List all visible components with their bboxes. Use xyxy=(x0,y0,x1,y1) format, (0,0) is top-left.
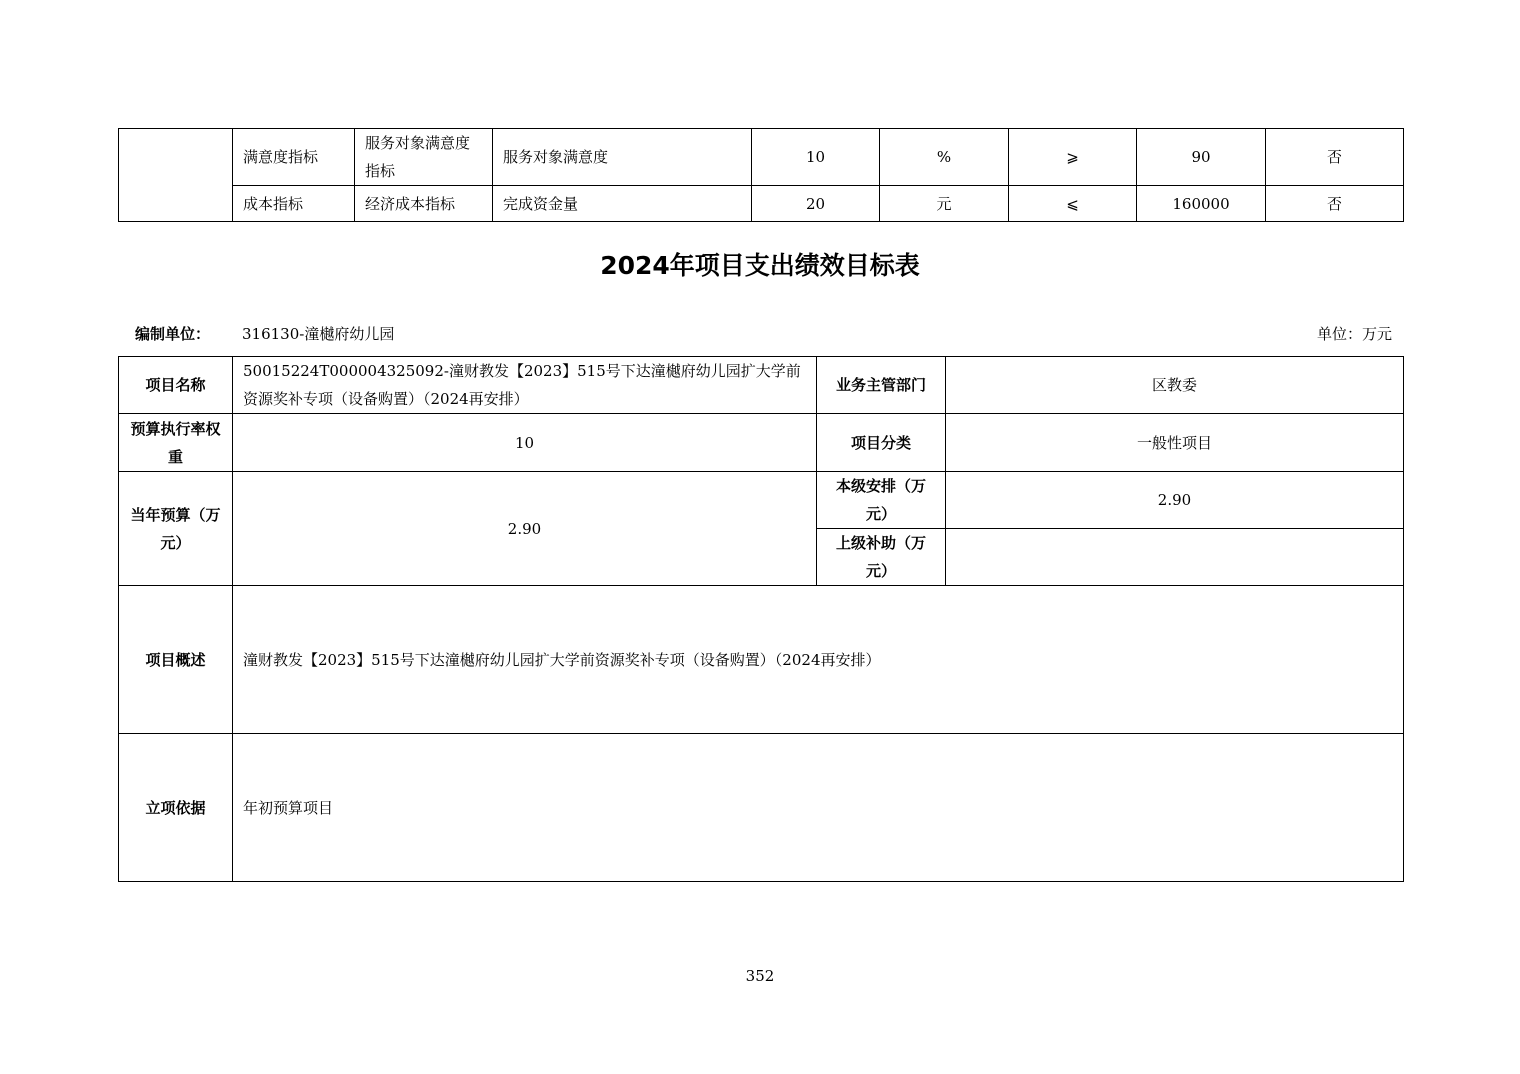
weight-cell: 20 xyxy=(752,186,880,222)
exec-weight-label: 预算执行率权重 xyxy=(119,414,233,472)
page-number: 352 xyxy=(745,967,775,985)
indicator-name-cell: 服务对象满意度 xyxy=(493,129,752,186)
category-label: 项目分类 xyxy=(817,414,946,472)
org-label: 编制单位： xyxy=(135,325,211,343)
unit-label: 单位：万元 xyxy=(1316,325,1392,343)
level2-indicator-cell: 满意度指标 xyxy=(233,129,355,186)
table-row xyxy=(119,186,1404,222)
local-funding-value: 2.90 xyxy=(946,472,1404,529)
page-title: 2024年项目支出绩效目标表 xyxy=(600,251,920,280)
indicator-name-cell: 完成资金量 xyxy=(493,186,752,222)
operator-cell: ⩽ xyxy=(1009,186,1137,222)
level1-indicator-cell xyxy=(119,129,233,222)
table-row xyxy=(119,734,1404,882)
department-value: 区教委 xyxy=(946,357,1404,414)
unit-cell: % xyxy=(880,129,1009,186)
budget-label: 当年预算（万元） xyxy=(119,472,233,586)
org-value: 316130-潼樾府幼儿园 xyxy=(242,325,395,343)
unit-cell: 元 xyxy=(880,186,1009,222)
upper-funding-value xyxy=(946,529,1404,586)
table-row xyxy=(119,586,1404,734)
target-value-cell: 160000 xyxy=(1137,186,1266,222)
weight-cell: 10 xyxy=(752,129,880,186)
core-indicator-cell: 否 xyxy=(1266,129,1404,186)
table-row xyxy=(119,472,1404,529)
operator-cell: ⩾ xyxy=(1009,129,1137,186)
upper-funding-label: 上级补助（万元） xyxy=(817,529,946,586)
overview-value: 潼财教发【2023】515号下达潼樾府幼儿园扩大学前资源奖补专项（设备购置）（2024再安排） xyxy=(233,586,1404,734)
level3-indicator-cell: 经济成本指标 xyxy=(355,186,493,222)
table-row xyxy=(119,129,1404,186)
level2-indicator-cell: 成本指标 xyxy=(233,186,355,222)
exec-weight-value: 10 xyxy=(233,414,817,472)
overview-label: 项目概述 xyxy=(119,586,233,734)
project-name-value: 50015224T000004325092-潼财教发【2023】515号下达潼樾府幼儿园扩大学前资源奖补专项（设备购置）（2024再安排） xyxy=(233,357,817,414)
table-row xyxy=(119,357,1404,414)
performance-indicator-table xyxy=(118,128,1404,222)
core-indicator-cell: 否 xyxy=(1266,186,1404,222)
table-row xyxy=(119,414,1404,472)
budget-value: 2.90 xyxy=(233,472,817,586)
category-value: 一般性项目 xyxy=(946,414,1404,472)
table-header-info xyxy=(135,320,1392,348)
project-name-label: 项目名称 xyxy=(119,357,233,414)
level3-indicator-cell: 服务对象满意度指标 xyxy=(355,129,493,186)
local-funding-label: 本级安排（万元） xyxy=(817,472,946,529)
target-value-cell: 90 xyxy=(1137,129,1266,186)
department-label: 业务主管部门 xyxy=(817,357,946,414)
project-target-table xyxy=(118,356,1404,882)
basis-value: 年初预算项目 xyxy=(233,734,1404,882)
basis-label: 立项依据 xyxy=(119,734,233,882)
